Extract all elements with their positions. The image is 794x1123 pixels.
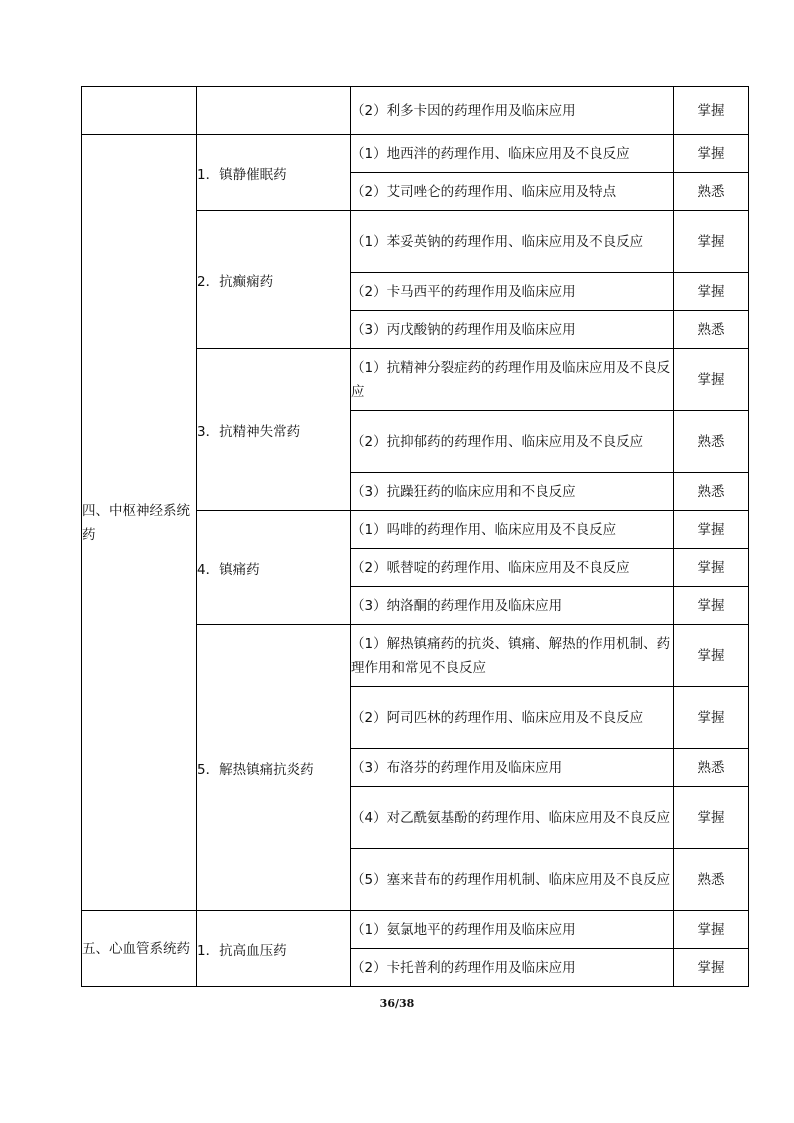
requirement-cell: （1）地西泮的药理作用、临床应用及不良反应	[351, 135, 674, 173]
level-cell: 掌握	[674, 625, 749, 687]
requirement-cell: （2）哌替啶的药理作用、临床应用及不良反应	[351, 549, 674, 587]
level-cell: 掌握	[674, 549, 749, 587]
subunit-cell: 5．解热镇痛抗炎药	[197, 625, 351, 911]
requirement-cell: （3）布洛芬的药理作用及临床应用	[351, 749, 674, 787]
level-cell: 掌握	[674, 787, 749, 849]
unit-cell	[82, 87, 197, 135]
level-cell: 掌握	[674, 911, 749, 949]
level-cell: 掌握	[674, 587, 749, 625]
requirement-cell: （1）氨氯地平的药理作用及临床应用	[351, 911, 674, 949]
table-row	[82, 87, 749, 135]
requirement-cell: （1）抗精神分裂症药的药理作用及临床应用及不良反应	[351, 349, 674, 411]
unit-cell-cns: 四、中枢神经系统药	[82, 135, 197, 911]
requirement-cell: （1）吗啡的药理作用、临床应用及不良反应	[351, 511, 674, 549]
requirement-cell: （2）艾司唑仑的药理作用、临床应用及特点	[351, 173, 674, 211]
requirement-cell: （2）卡托普利的药理作用及临床应用	[351, 949, 674, 987]
level-cell: 掌握	[674, 135, 749, 173]
unit-cell-cardiovascular: 五、心血管系统药	[82, 911, 197, 987]
subunit-cell: 2．抗癫痫药	[197, 211, 351, 349]
level-cell: 掌握	[674, 211, 749, 273]
subunit-cell: 4．镇痛药	[197, 511, 351, 625]
syllabus-table	[81, 86, 749, 987]
table-row	[82, 911, 749, 949]
requirement-cell: （3）丙戊酸钠的药理作用及临床应用	[351, 311, 674, 349]
subunit-cell: 3．抗精神失常药	[197, 349, 351, 511]
requirement-cell: （3）抗躁狂药的临床应用和不良反应	[351, 473, 674, 511]
subunit-cell: 1．抗高血压药	[197, 911, 351, 987]
requirement-cell: （5）塞来昔布的药理作用机制、临床应用及不良反应	[351, 849, 674, 911]
subunit-cell	[197, 87, 351, 135]
level-cell: 掌握	[674, 87, 749, 135]
level-cell: 掌握	[674, 511, 749, 549]
requirement-cell: （2）卡马西平的药理作用及临床应用	[351, 273, 674, 311]
level-cell: 熟悉	[674, 411, 749, 473]
requirement-cell: （2）阿司匹林的药理作用、临床应用及不良反应	[351, 687, 674, 749]
level-cell: 掌握	[674, 949, 749, 987]
level-cell: 熟悉	[674, 311, 749, 349]
level-cell: 掌握	[674, 349, 749, 411]
requirement-cell: （1）解热镇痛药的抗炎、镇痛、解热的作用机制、药理作用和常见不良反应	[351, 625, 674, 687]
page-number: 36/38	[379, 997, 415, 1010]
level-cell: 掌握	[674, 273, 749, 311]
level-cell: 熟悉	[674, 173, 749, 211]
requirement-cell: （2）抗抑郁药的药理作用、临床应用及不良反应	[351, 411, 674, 473]
subunit-cell: 1．镇静催眠药	[197, 135, 351, 211]
level-cell: 掌握	[674, 687, 749, 749]
requirement-cell: （2）利多卡因的药理作用及临床应用	[351, 87, 674, 135]
requirement-cell: （1）苯妥英钠的药理作用、临床应用及不良反应	[351, 211, 674, 273]
level-cell: 熟悉	[674, 749, 749, 787]
level-cell: 熟悉	[674, 849, 749, 911]
table-row	[82, 135, 749, 173]
level-cell: 熟悉	[674, 473, 749, 511]
requirement-cell: （3）纳洛酮的药理作用及临床应用	[351, 587, 674, 625]
requirement-cell: （4）对乙酰氨基酚的药理作用、临床应用及不良反应	[351, 787, 674, 849]
